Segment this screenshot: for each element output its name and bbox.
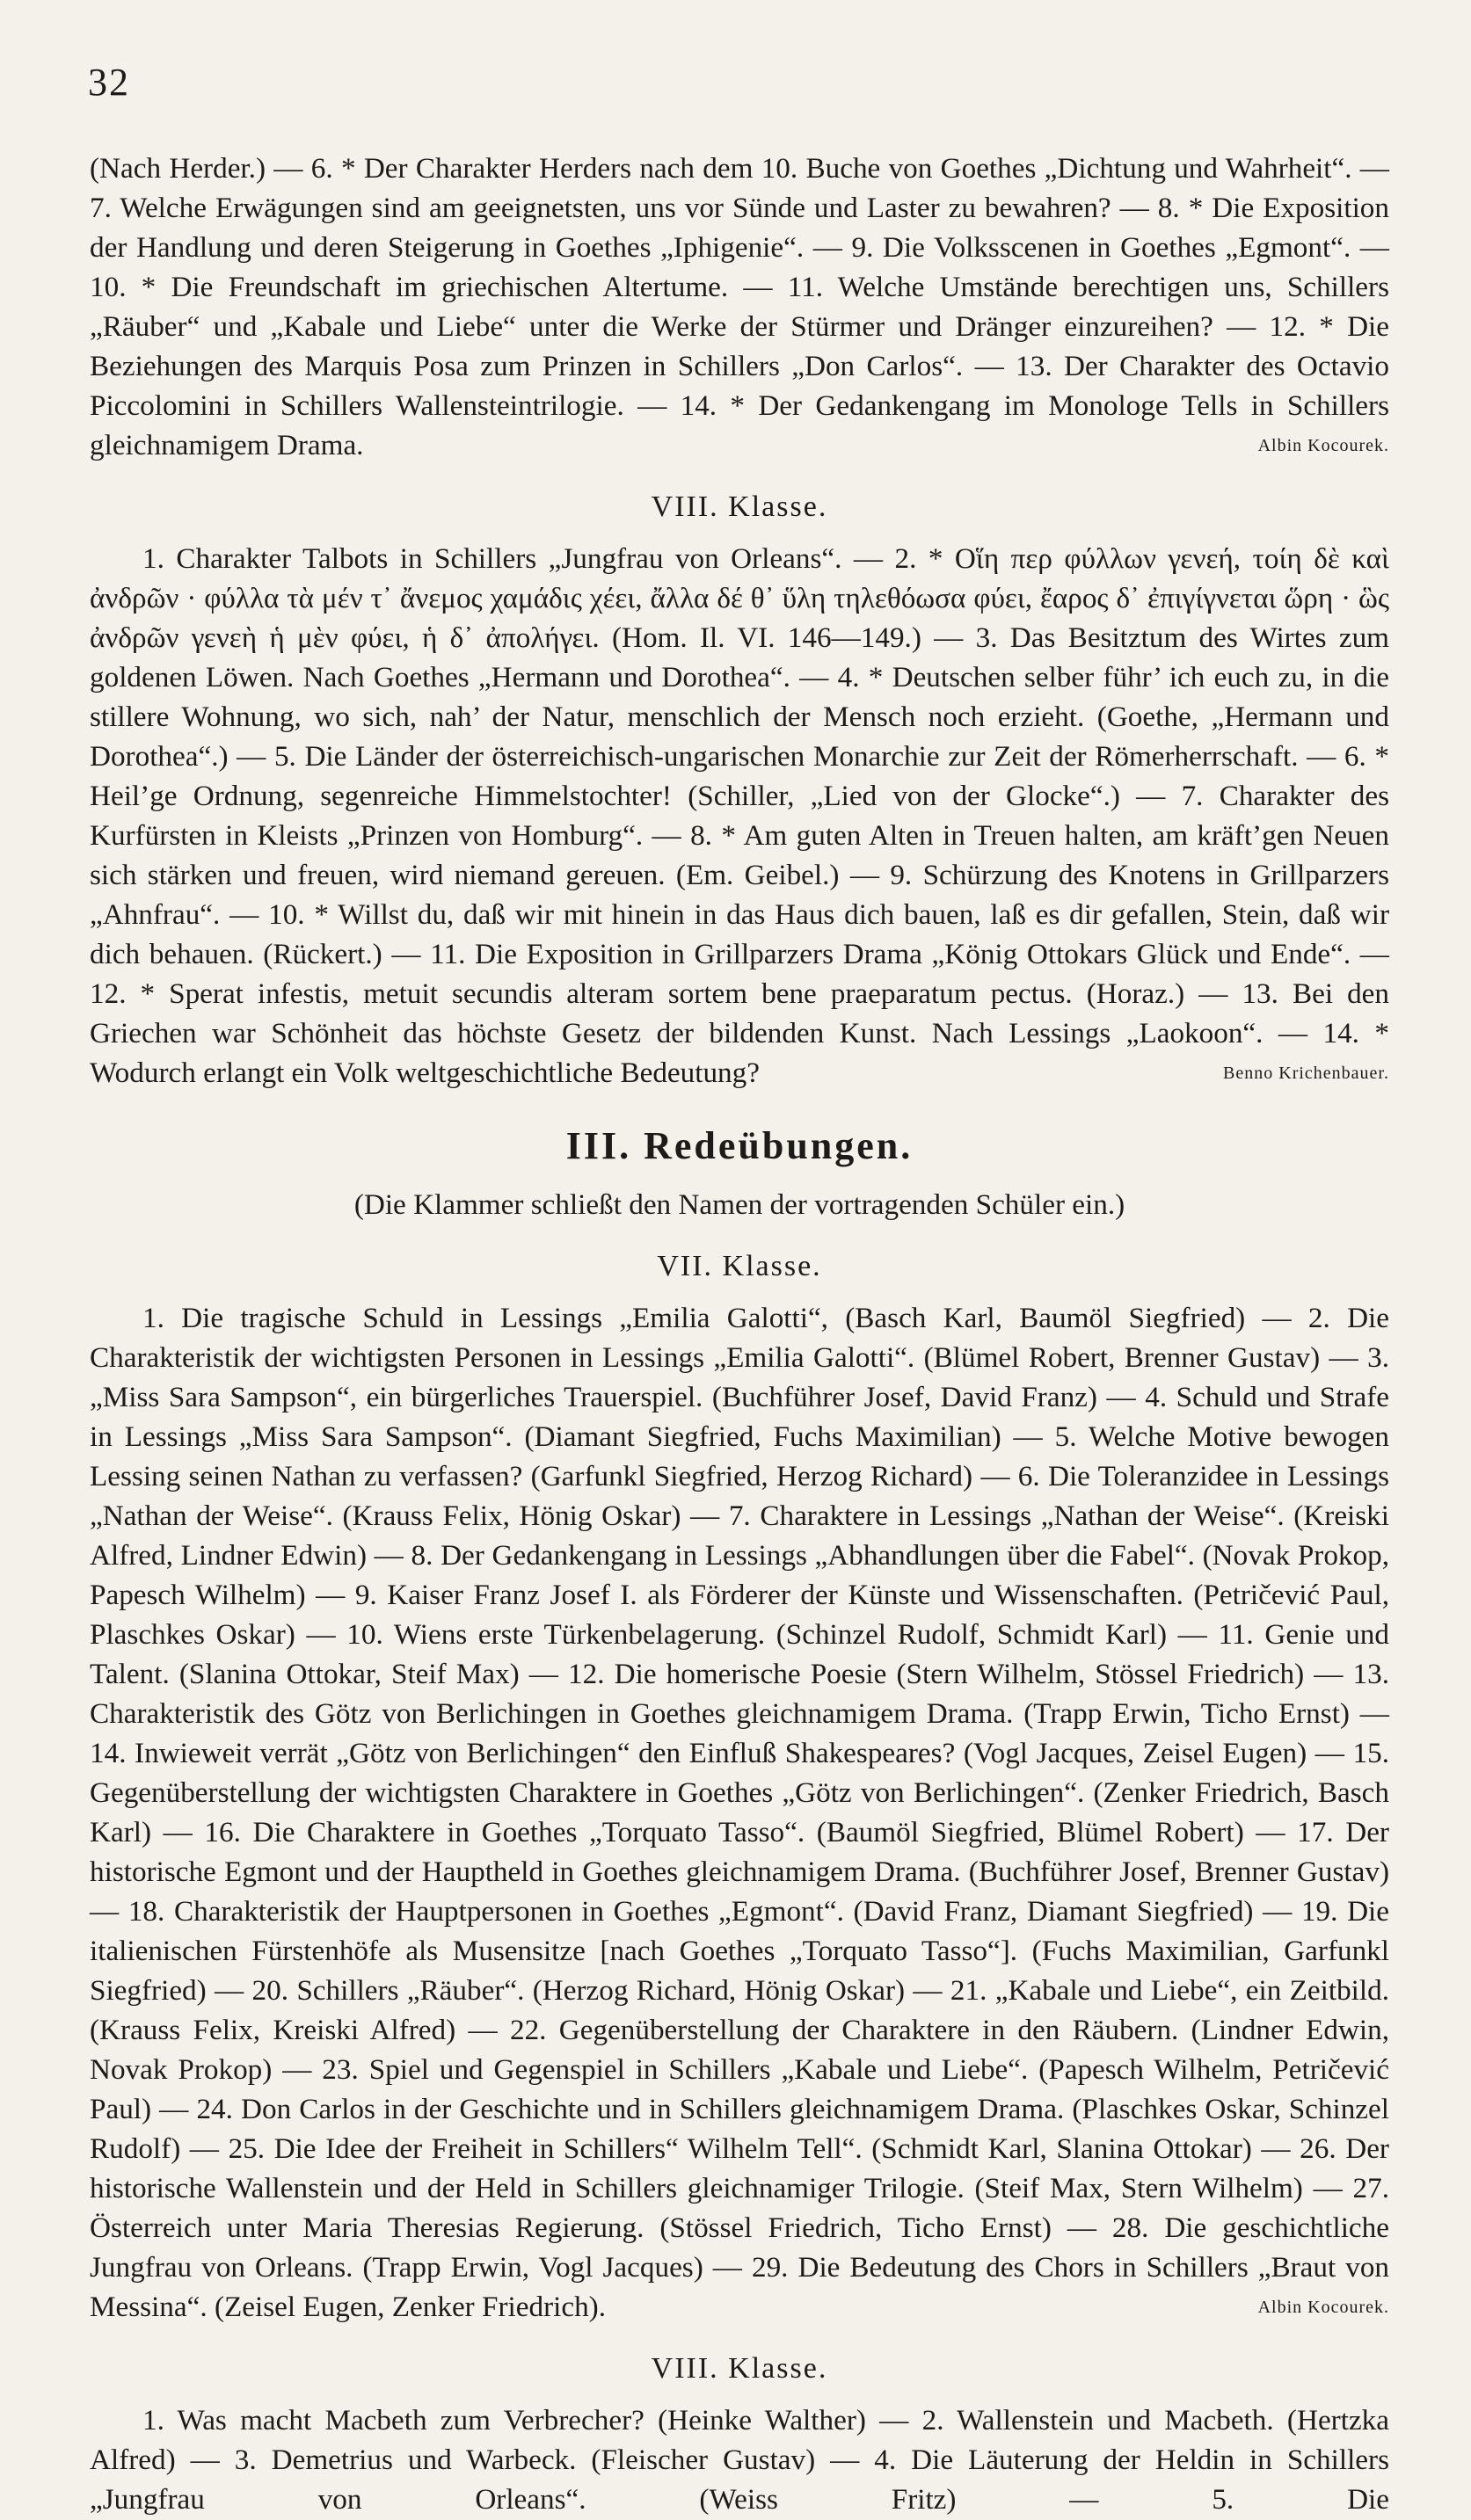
class-heading-vii: VII. Klasse.: [657, 1250, 822, 1283]
section-note: (Die Klammer schließt den Namen der vortragenden Schüler ein.): [353, 1188, 1125, 1222]
paragraph-text: (Nach Herder.) — 6. * Der Charakter Herders nach dem 10. Buche von Goethes „Dichtung und Wahrheit“. — 7. Welche Erwägungen sind am geeignetsten, uns vor Sünde und Laster zu bewahren? — 8. * Die Exposition der Handlung und deren Steigerung in Goethes „Iphigenie“. — 9. Die Volksscenen in Goethes „Egmont“. — 10. * Die Freundschaft im griechischen Altertume. — 11. Welche Umstände berechtigen uns, Schillers „Räuber“ und „Kabale und Liebe“ unter die Werke der Stürmer und Dränger einzureihen? — 12. * Die Beziehungen des Marquis Posa zum Prinzen in Schillers „Don Carlos“. — 13. Der Charakter des Octavio Piccolomini in Schillers Wallensteintrilogie. — 14. * Der Gedankengang im Monologe Tells in Schillers gleichnamigem Drama.: [90, 152, 1389, 461]
paragraph-text: 1. Charakter Talbots in Schillers „Jungfrau von Orleans“. — 2. * Οἵη περ φύλλων γενεή, τοίη δὲ καὶ ἀνδρῶν · φύλλα τὰ μέν τ᾽ ἄνεμος χαμάδις χέει, ἄλλα δέ θ᾽ ὕλη τηλεθόωσα φύει, ἔαρος δ᾽ ἐπιγίγνεται ὥρη · ὣς ἀνδρῶν γενεὴ ἡ μὲν φύει, ἡ δ᾽ ἀπολήγει. (Hom. Il. VI. 146—149.) — 3. Das Besitztum des Wirtes zum goldenen Löwen. Nach Goethes „Hermann und Dorothea“. — 4. * Deutschen selber führ’ ich euch zu, in die stillere Wohnung, wo sich, nah’ der Natur, menschlich der Mensch noch erzieht. (Goethe, „Hermann und Dorothea“.) — 5. Die Länder der österreichisch-ungarischen Monarchie zur Zeit der Römerherrschaft. — 6. * Heil’ge Ordnung, segenreiche Himmelstochter! (Schiller, „Lied von der Glocke“.) — 7. Charakter des Kurfürsten in Kleists „Prinzen von Homburg“. — 8. * Am guten Alten in Treuen halten, am kräft’gen Neuen sich stärken und freuen, wird niemand gereuen. (Em. Geibel.) — 9. Schürzung des Knotens in Grillparzers „Ahnfrau“. — 10. * Willst du, daß wir mit hinein in das Haus dich bauen, laß es dir gefallen, Stein, daß wir dich behauen. (Rückert.) — 11. Die Exposition in Grillparzers Drama „König Ottokars Glück und Ende“. — 12. * Sperat infestis, metuit secundis alteram sortem bene praeparatum pectus. (Horaz.) — 13. Bei den Griechen war Schönheit das höchste Gesetz der bildenden Kunst. Nach Lessings „Laokoon“. — 14. * Wodurch erlangt ein Volk weltgeschichtliche Bedeutung?: [90, 541, 1389, 1089]
class-heading-viii: VIII. Klasse.: [651, 490, 828, 523]
paragraph-text: 1. Was macht Macbeth zum Verbrecher? (Heinke Walther) — 2. Wallenstein und Macbeth. (Hertzka Alfred) — 3. Demetrius und Warbeck. (Fleischer Gustav) — 4. Die Läuterung der Heldin in Schillers „Jungfrau von Orleans“. (Weiss Fritz) — 5. Die: [90, 2404, 1389, 2516]
paragraph-viii-essays: [90, 540, 1389, 1093]
class-heading-viii-speeches: VIII. Klasse.: [651, 2351, 828, 2385]
page-content: [90, 149, 1389, 2520]
signature: Benno Krichenbauer.: [1223, 1063, 1389, 1083]
paragraph-text: 1. Die tragische Schuld in Lessings „Emilia Galotti“, (Basch Karl, Baumöl Siegfried) — 2. Die Charakteristik der wichtigsten Personen in Lessings „Emilia Galotti“. (Blümel Robert, Brenner Gustav) — 3. „Miss Sara Sampson“, ein bürgerliches Trauerspiel. (Buchführer Josef, David Franz) — 4. Schuld und Strafe in Lessings „Miss Sara Sampson“. (Diamant Siegfried, Fuchs Maximilian) — 5. Welche Motive bewogen Lessing seinen Nathan zu verfassen? (Garfunkl Siegfried, Herzog Richard) — 6. Die Toleranzidee in Lessings „Nathan der Weise“. (Krauss Felix, Hönig Oskar) — 7. Charaktere in Lessings „Nathan der Weise“. (Kreiski Alfred, Lindner Edwin) — 8. Der Gedankengang in Lessings „Abhandlungen über die Fabel“. (Novak Prokop, Papesch Wilhelm) — 9. Kaiser Franz Josef I. als Förderer der Künste und Wissenschaften. (Petričević Paul, Plaschkes Oskar) — 10. Wiens erste Türkenbelagerung. (Schinzel Rudolf, Schmidt Karl) — 11. Genie und Talent. (Slanina Ottokar, Steif Max) — 12. Die homerische Poesie (Stern Wilhelm, Stössel Friedrich) — 13. Charakteristik des Götz von Berlichingen in Goethes gleichnamigem Drama. (Trapp Erwin, Ticho Ernst) — 14. Inwieweit verrät „Götz von Berlichingen“ den Einfluß Shakespeares? (Vogl Jacques, Zeisel Eugen) — 15. Gegenüberstellung der wichtigsten Charaktere in Goethes „Götz von Berlichingen“. (Zenker Friedrich, Basch Karl) — 16. Die Charaktere in Goethes „Torquato Tasso“. (Baumöl Siegfried, Blümel Robert) — 17. Der historische Egmont und der Hauptheld in Goethes gleichnamigem Drama. (Buchführer Josef, Brenner Gustav) — 18. Charakteristik der Hauptpersonen in Goethes „Egmont“. (David Franz, Diamant Siegfried) — 19. Die italienischen Fürstenhöfe als Musensitze [nach Goethes „Torquato Tasso“]. (Fuchs Maximilian, Garfunkl Siegfried) — 20. Schillers „Räuber“. (Herzog Richard, Hönig Oskar) — 21. „Kabale und Liebe“, ein Zeitbild. (Krauss Felix, Kreiski Alfred) — 22. Gegenüberstellung der Charaktere in den Räubern. (Lindner Edwin, Novak Prokop) — 23. Spiel und Gegenspiel in Schillers „Kabale und Liebe“. (Papesch Wilhelm, Petričević Paul) — 24. Don Carlos in der Geschichte und in Schillers gleichnamigem Drama. (Plaschkes Oskar, Schinzel Rudolf) — 25. Die Idee der Freiheit in Schillers“ Wilhelm Tell“. (Schmidt Karl, Slanina Ottokar) — 26. Der historische Wallenstein und der Held in Schillers gleichnamiger Trilogie. (Steif Max, Stern Wilhelm) — 27. Österreich unter Maria Theresias Regierung. (Stössel Friedrich, Ticho Ernst) — 28. Die geschichtliche Jungfrau von Orleans. (Trapp Erwin, Vogl Jacques) — 29. Die Bedeutung des Chors in Schillers „Braut von Messina“. (Zeisel Eugen, Zenker Friedrich).: [90, 1302, 1389, 2323]
page-number: 32: [88, 61, 130, 104]
signature: Albin Kocourek.: [1257, 435, 1389, 455]
paragraph-vii-essays: [90, 149, 1389, 466]
paragraph-vii-speeches: [90, 1299, 1389, 2328]
paragraph-viii-speeches: [90, 2401, 1389, 2520]
signature: Albin Kocourek.: [1257, 2297, 1389, 2317]
section-heading: III. Redeübungen.: [565, 1123, 914, 1167]
